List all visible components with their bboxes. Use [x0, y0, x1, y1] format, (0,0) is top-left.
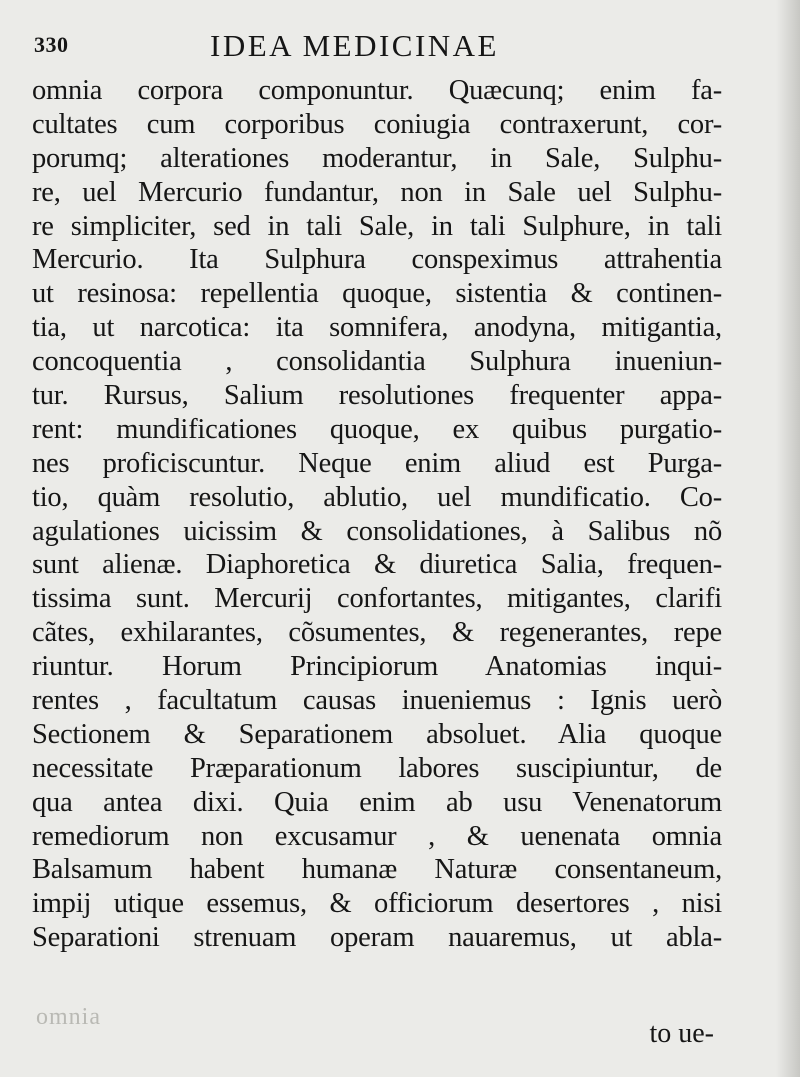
text-line: nes proficiscuntur. Neque enim aliud est Purga- — [32, 447, 722, 479]
text-line: sunt alienæ. Diaphoretica & diuretica Salia, frequen- — [32, 549, 722, 581]
bleed-through-text: omnia — [36, 1004, 101, 1030]
text-line: porumq; alterationes moderantur, in Sale, Sulphu- — [32, 142, 722, 174]
text-line: remediorum non excusamur , & uenenata omnia — [32, 820, 722, 852]
page-number: 330 — [34, 32, 69, 57]
catchword: to ue- — [649, 1018, 714, 1049]
text-line: Sectionem & Separationem absoluet. Alia quoque — [32, 718, 722, 750]
text-line: rentes , facultatum causas inueniemus : Ignis uerò — [32, 685, 722, 717]
text-line: tissima sunt. Mercurij confortantes, mitigantes, clarifi — [32, 583, 722, 615]
page-edge-shadow — [776, 0, 800, 1077]
text-line: tio, quàm resolutio, ablutio, uel mundificatio. Co- — [32, 481, 722, 513]
running-head: IDEA MEDICINAE — [210, 28, 499, 63]
text-line: rent: mundificationes quoque, ex quibus purgatio- — [32, 413, 722, 445]
text-line: necessitate Præparationum labores suscipiuntur, de — [32, 752, 722, 784]
text-line: Separationi strenuam operam nauaremus, ut abla- — [32, 922, 722, 954]
text-line: cultates cum corporibus coniugia contraxerunt, cor- — [32, 108, 722, 140]
text-line: concoquentia , consolidantia Sulphura inueniun- — [32, 346, 722, 378]
text-line: agulationes uicissim & consolidationes, à Salibus nõ — [32, 515, 722, 547]
text-line: impij utique essemus, & officiorum desertores , nisi — [32, 888, 722, 920]
text-line: tur. Rursus, Salium resolutiones frequenter appa- — [32, 380, 722, 412]
text-line: cãtes, exhilarantes, cõsumentes, & regenerantes, repe — [32, 617, 722, 649]
text-line: Mercurio. Ita Sulphura conspeximus attrahentia — [32, 244, 722, 276]
page-header — [34, 24, 734, 68]
text-line: re, uel Mercurio fundantur, non in Sale uel Sulphu- — [32, 176, 722, 208]
text-line: re simpliciter, sed in tali Sale, in tali Sulphure, in tali — [32, 210, 722, 242]
body-text — [32, 74, 722, 955]
text-line: omnia corpora componuntur. Quæcunq; enim fa- — [32, 75, 722, 106]
text-line: riuntur. Horum Principiorum Anatomias inqui- — [32, 651, 722, 683]
text-line: Balsamum habent humanæ Naturæ consentaneum, — [32, 854, 722, 886]
text-line: tia, ut narcotica: ita somnifera, anodyna, mitigantia, — [32, 312, 722, 344]
text-line: ut resinosa: repellentia quoque, sistentia & continen- — [32, 278, 722, 310]
text-line: qua antea dixi. Quia enim ab usu Venenatorum — [32, 786, 722, 818]
